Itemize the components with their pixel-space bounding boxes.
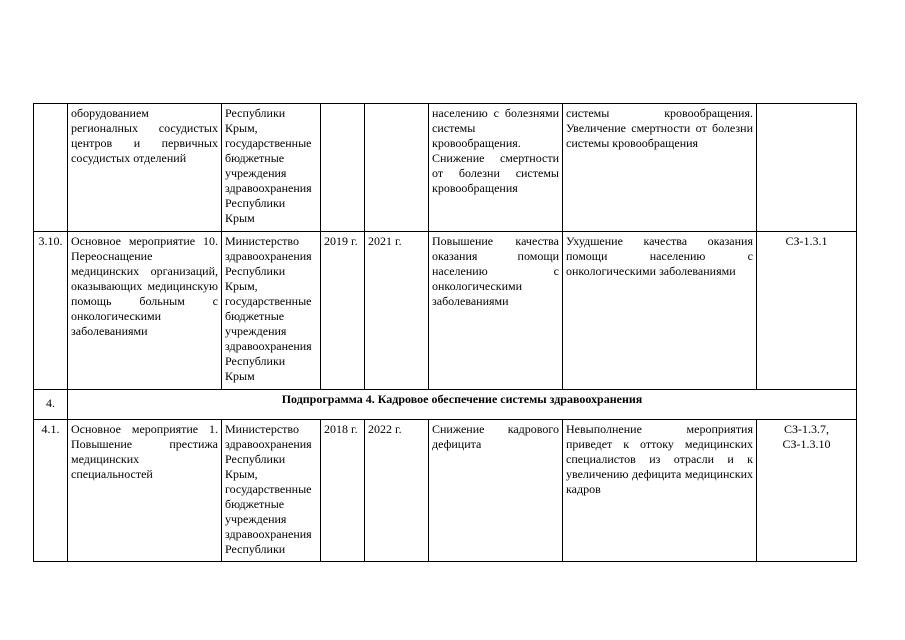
start-year-cell: [321, 104, 365, 232]
table-row: [34, 420, 857, 562]
section-number: 4.: [34, 390, 68, 420]
activity-cell: Основное мероприятие 10. Переоснащение медицинских организаций, оказывающих медицинскую помощь больным с онкологическими заболеваниями: [68, 232, 222, 390]
row-number: [34, 104, 68, 232]
consequence-cell: Невыполнение мероприятия приведет к оттоку медицинских специалистов из отрасли и к увеличению дефицита медицинских кадров: [563, 420, 757, 562]
executor-cell: Министерство здравоохранения Республики Крым, государственные бюджетные учреждения здравоохранения Республики: [222, 420, 321, 562]
consequence-cell: системы кровообращения. Увеличение смертности от болезни системы кровообращения: [563, 104, 757, 232]
result-cell: Повышение качества оказания помощи населению с онкологическими заболеваниями: [429, 232, 563, 390]
start-year-cell: 2019 г.: [321, 232, 365, 390]
indicator-cell: [757, 104, 857, 232]
row-number: 3.10.: [34, 232, 68, 390]
indicator-line: СЗ-1.3.10: [782, 437, 831, 451]
section-title: Подпрограмма 4. Кадровое обеспечение системы здравоохранения: [68, 390, 857, 420]
start-year-cell: 2018 г.: [321, 420, 365, 562]
consequence-cell: Ухудшение качества оказания помощи населению с онкологическими заболеваниями: [563, 232, 757, 390]
end-year-cell: 2021 г.: [365, 232, 429, 390]
table-row: [34, 232, 857, 390]
indicator-cell: [757, 420, 857, 562]
table-row: [34, 104, 857, 232]
activity-cell: Основное мероприятие 1. Повышение престижа медицинских специальностей: [68, 420, 222, 562]
end-year-cell: [365, 104, 429, 232]
executor-cell: Республики Крым, государственные бюджетные учреждения здравоохранения Республики Крым: [222, 104, 321, 232]
indicator-line: СЗ-1.3.7,: [783, 422, 829, 436]
indicator-cell: СЗ-1.3.1: [757, 232, 857, 390]
result-cell: Снижение кадрового дефицита: [429, 420, 563, 562]
end-year-cell: 2022 г.: [365, 420, 429, 562]
row-number: 4.1.: [34, 420, 68, 562]
result-cell: населению с болезнями системы кровообращения. Снижение смертности от болезни системы кровообращения: [429, 104, 563, 232]
section-row: [34, 390, 857, 420]
executor-cell: Министерство здравоохранения Республики Крым, государственные бюджетные учреждения здравоохранения Республики Крым: [222, 232, 321, 390]
measures-table: [33, 103, 857, 562]
activity-cell: оборудованием регионалных сосудистых центров и первичных сосудистых отделений: [68, 104, 222, 232]
